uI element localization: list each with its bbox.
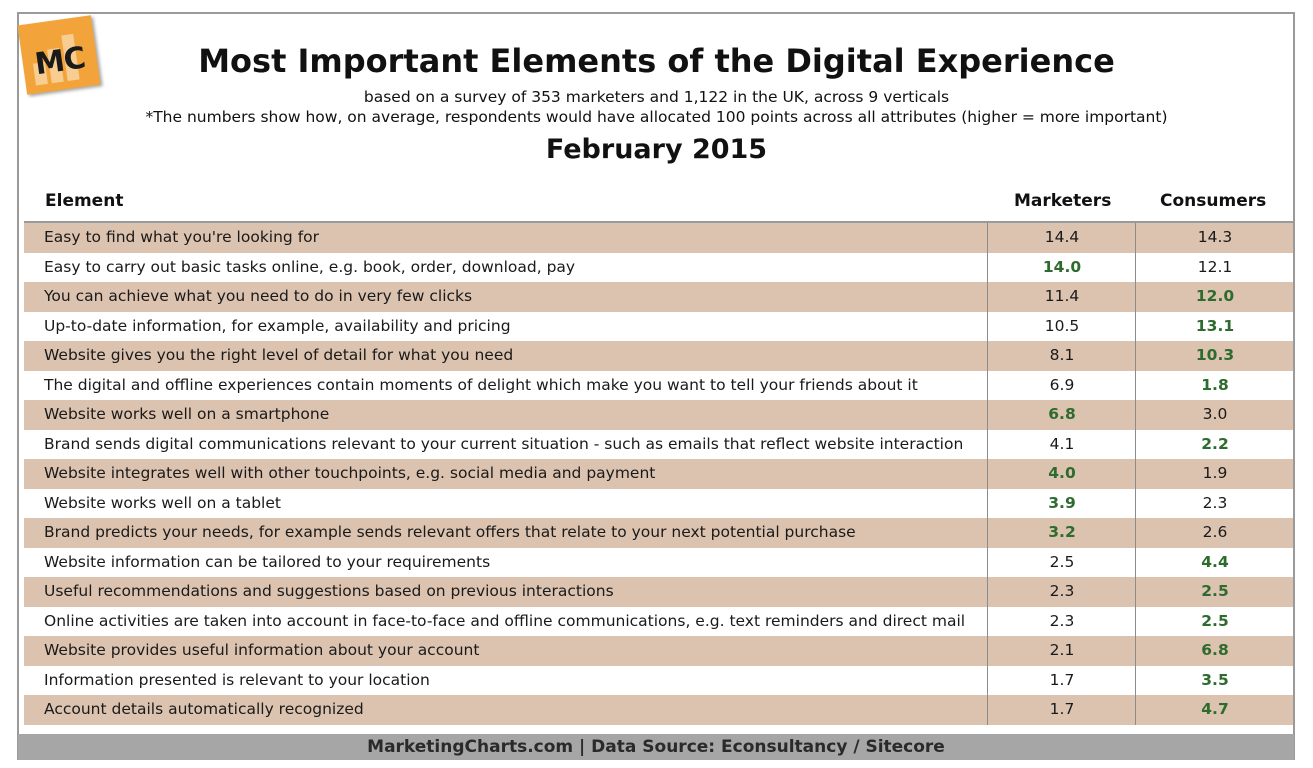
element-label: Easy to carry out basic tasks online, e.g. book, order, download, pay (44, 257, 576, 276)
element-label: Account details automatically recognized (44, 700, 364, 718)
consumers-value: 12.1 (1135, 253, 1294, 283)
marketers-value: 11.4 (987, 282, 1136, 312)
consumers-value: 13.1 (1135, 312, 1294, 342)
column-header-marketers: Marketers (1014, 191, 1112, 211)
table-row (24, 253, 1293, 283)
element-label: Information presented is relevant to your location (44, 670, 430, 689)
marketers-value: 6.8 (987, 400, 1136, 430)
table-row (24, 636, 1293, 666)
table-row (24, 548, 1293, 578)
page-title: Most Important Elements of the Digital Experience (198, 42, 1115, 80)
table-row (24, 341, 1293, 371)
element-label: Website works well on a tablet (44, 493, 281, 512)
element-label: Brand sends digital communications relevant to your current situation - such as emails that reflect website interaction (44, 434, 964, 453)
marketers-value: 2.1 (987, 636, 1136, 666)
element-label: Website integrates well with other touchpoints, e.g. social media and payment (44, 464, 656, 482)
date-heading: February 2015 (545, 134, 768, 165)
consumers-value: 10.3 (1135, 341, 1294, 371)
source-footer: MarketingCharts.com | Data Source: Econsultancy / Sitecore (18, 734, 1294, 760)
marketers-value: 10.5 (987, 312, 1136, 342)
consumers-value: 1.8 (1135, 371, 1294, 401)
marketers-value: 2.3 (987, 607, 1136, 637)
consumers-value: 14.3 (1135, 223, 1294, 253)
marketers-value: 4.0 (987, 459, 1136, 489)
consumers-value: 2.6 (1135, 518, 1294, 548)
consumers-value: 4.7 (1135, 695, 1294, 725)
table-row (24, 489, 1293, 519)
marketers-value: 3.2 (987, 518, 1136, 548)
marketers-value: 1.7 (987, 666, 1136, 696)
table-row (24, 459, 1293, 489)
consumers-value: 6.8 (1135, 636, 1294, 666)
element-label: Website gives you the right level of detail for what you need (44, 346, 514, 364)
data-table (24, 223, 1293, 725)
element-label: Easy to find what you're looking for (44, 228, 320, 246)
table-row (24, 282, 1293, 312)
marketers-value: 4.1 (987, 430, 1136, 460)
element-label: Website information can be tailored to your requirements (44, 552, 491, 571)
consumers-value: 3.5 (1135, 666, 1294, 696)
table-row (24, 371, 1293, 401)
table-row (24, 400, 1293, 430)
element-label: You can achieve what you need to do in very few clicks (44, 287, 473, 305)
column-header-consumers: Consumers (1160, 191, 1267, 211)
consumers-value: 4.4 (1135, 548, 1294, 578)
element-label: Website works well on a smartphone (44, 405, 330, 423)
consumers-value: 2.5 (1135, 577, 1294, 607)
table-row (24, 430, 1293, 460)
marketers-value: 2.5 (987, 548, 1136, 578)
marketers-value: 3.9 (987, 489, 1136, 519)
table-row (24, 223, 1293, 253)
table-row (24, 607, 1293, 637)
marketers-value: 8.1 (987, 341, 1136, 371)
consumers-value: 2.3 (1135, 489, 1294, 519)
element-label: Up-to-date information, for example, availability and pricing (44, 316, 511, 335)
marketers-value: 2.3 (987, 577, 1136, 607)
table-row (24, 666, 1293, 696)
subtitle: based on a survey of 353 marketers and 1,122 in the UK, across 9 verticals (363, 88, 950, 106)
consumers-value: 1.9 (1135, 459, 1294, 489)
table-row (24, 312, 1293, 342)
logo-text: MC (32, 40, 88, 83)
element-label: Website provides useful information about your account (44, 641, 480, 659)
scale-note: *The numbers show how, on average, respondents would have allocated 100 points across all attributes (higher = more important) (145, 108, 1168, 126)
table-row (24, 695, 1293, 725)
marketers-value: 1.7 (987, 695, 1136, 725)
column-header-element: Element (45, 191, 124, 211)
table-row (24, 577, 1293, 607)
consumers-value: 2.5 (1135, 607, 1294, 637)
element-label: Online activities are taken into account in face-to-face and offline communications, e.g. text reminders and direct mail (44, 611, 966, 630)
marketers-value: 6.9 (987, 371, 1136, 401)
element-label: Useful recommendations and suggestions based on previous interactions (44, 582, 614, 600)
table-row (24, 518, 1293, 548)
element-label: Brand predicts your needs, for example sends relevant offers that relate to your next potential purchase (44, 523, 856, 541)
consumers-value: 3.0 (1135, 400, 1294, 430)
consumers-value: 12.0 (1135, 282, 1294, 312)
element-label: The digital and offline experiences contain moments of delight which make you want to tell your friends about it (44, 375, 918, 394)
consumers-value: 2.2 (1135, 430, 1294, 460)
marketers-value: 14.0 (987, 253, 1136, 283)
marketers-value: 14.4 (987, 223, 1136, 253)
